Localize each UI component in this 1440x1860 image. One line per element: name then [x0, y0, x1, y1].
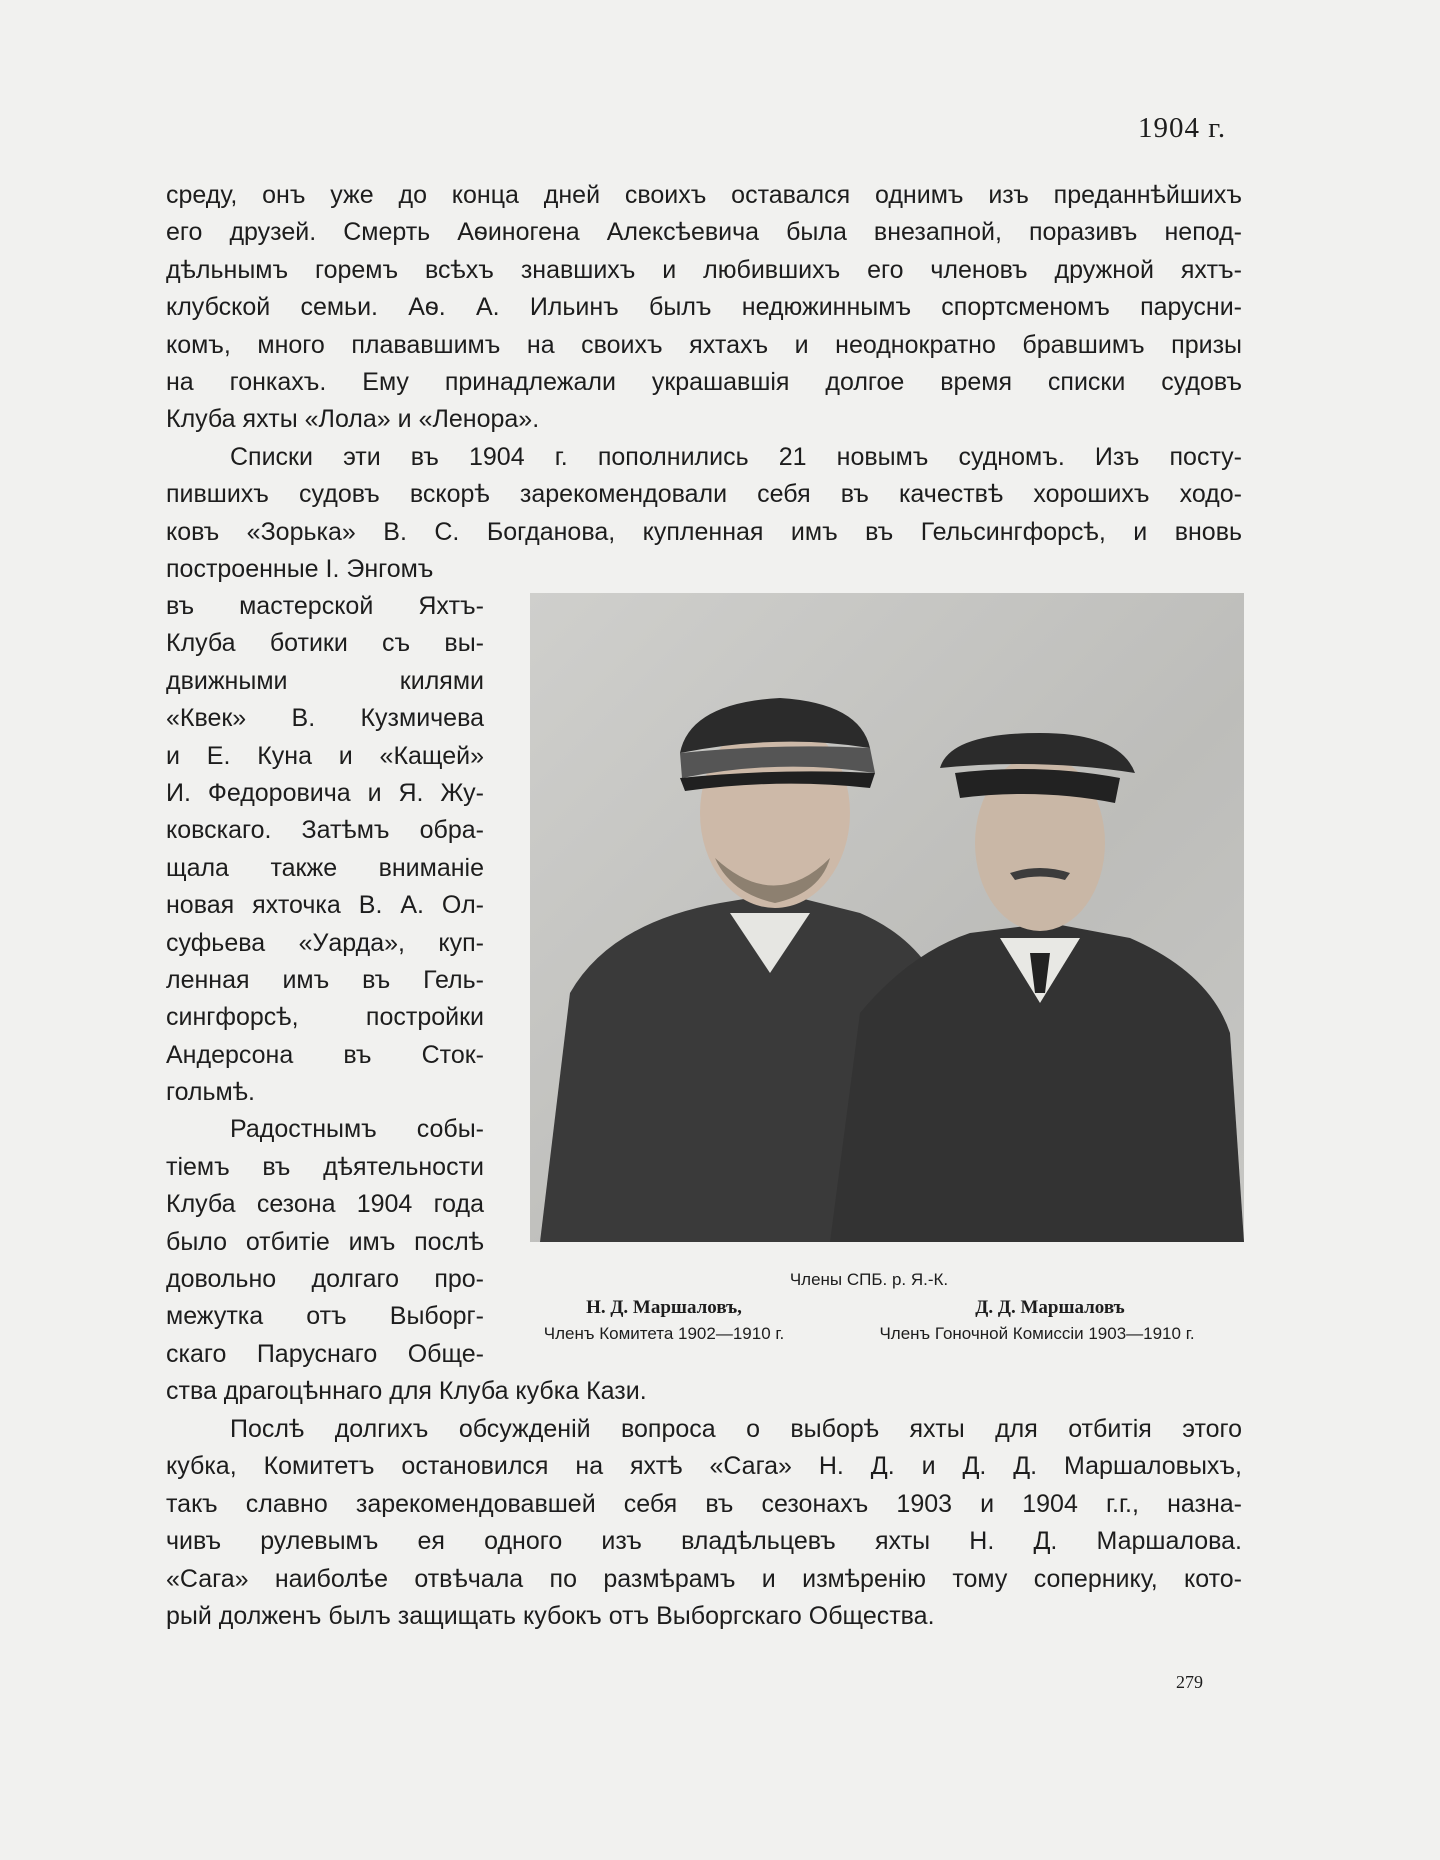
caption-left-name: Н. Д. Маршаловъ, — [586, 1297, 742, 1318]
caption-right-role: Членъ Гоночной Комиссіи 1903—1910 г. — [879, 1324, 1195, 1343]
text-line: тіемъ въ дѣятельности — [166, 1152, 484, 1181]
text-line: дѣльнымъ горемъ всѣхъ знавшихъ и любившихъ его членовъ дружной яхтъ- — [166, 255, 1242, 284]
text-line: ства драгоцѣннаго для Клуба кубка Кази. — [166, 1377, 647, 1406]
text-line: скаго Паруснаго Обще- — [166, 1339, 484, 1368]
bottom-text-block — [166, 1411, 1242, 1635]
text-line: Клуба яхты «Лола» и «Ленора». — [166, 405, 540, 434]
text-line: ковскаго. Затѣмъ обра- — [166, 816, 484, 845]
text-line: въ мастерской Яхтъ- — [166, 592, 484, 620]
text-line: гольмѣ. — [166, 1078, 255, 1107]
text-line: сингфорсѣ, постройки — [166, 1003, 484, 1032]
text-line: среду, онъ уже до конца дней своихъ оставался однимъ изъ преданнѣйшихъ — [166, 181, 1242, 209]
text-line: рый долженъ былъ защищать кубокъ отъ Выборгскаго Общества. — [166, 1601, 935, 1630]
text-line: Списки эти въ 1904 г. пополнились 21 новымъ судномъ. Изъ посту- — [230, 442, 1242, 471]
text-line: Клуба ботики съ вы- — [166, 629, 484, 658]
text-line: клубской семьи. Аѳ. А. Ильинъ былъ недюжиннымъ спортсменомъ парусни- — [166, 293, 1242, 322]
text-line: Андерсона въ Сток- — [166, 1040, 484, 1069]
text-line: И. Федоровича и Я. Жу- — [166, 778, 484, 807]
text-line: довольно долгаго про- — [166, 1265, 484, 1294]
page-number: 279 — [1176, 1672, 1203, 1692]
text-line: Послѣ долгихъ обсужденій вопроса о выборѣ яхты для отбитія этого — [230, 1415, 1242, 1443]
text-line: пившихъ судовъ вскорѣ зарекомендовали себя въ качествѣ хорошихъ ходо- — [166, 480, 1242, 509]
text-line: движными килями — [166, 666, 484, 695]
text-line: Клуба сезона 1904 года — [166, 1190, 484, 1219]
text-line: межутка отъ Выборг- — [166, 1302, 484, 1331]
text-line: щала также вниманіе — [166, 853, 484, 882]
caption-left-role: Членъ Комитета 1902—1910 г. — [543, 1324, 785, 1343]
text-line: было отбитіе имъ послѣ — [166, 1227, 484, 1256]
two-men-portrait-image — [530, 593, 1244, 1242]
text-line: ковъ «Зорька» В. С. Богданова, купленная имъ въ Гельсингфорсѣ, и вновь — [166, 517, 1242, 546]
text-line: такъ славно зарекомендовавшей себя въ сезонахъ 1903 и 1904 г.г., назна- — [166, 1489, 1242, 1518]
text-line: и Е. Куна и «Кащей» — [166, 741, 484, 770]
text-line: новая яхточка В. А. Ол- — [166, 891, 484, 920]
running-header-year: 1904 г. — [1138, 112, 1227, 144]
text-line: суфьева «Уарда», куп- — [166, 928, 484, 957]
text-line: кубка, Комитетъ остановился на яхтѣ «Сага» Н. Д. и Д. Д. Маршаловыхъ, — [166, 1452, 1242, 1481]
text-line: его друзей. Смерть Аѳиногена Алексѣевича была внезапной, поразивъ непод- — [166, 218, 1242, 247]
text-line: «Квек» В. Кузмичева — [166, 704, 484, 733]
text-line: «Сага» наиболѣе отвѣчала по размѣрамъ и измѣренію тому сопернику, кото- — [166, 1564, 1242, 1593]
portrait-photo — [530, 593, 1244, 1242]
left-column-text — [166, 588, 647, 1411]
text-line: Радостнымъ собы- — [230, 1115, 484, 1144]
text-line: на гонкахъ. Ему принадлежали украшавшія долгое время списки судовъ — [166, 367, 1242, 396]
text-line: ленная имъ въ Гель- — [166, 965, 484, 994]
text-line: построенные I. Энгомъ — [166, 554, 434, 583]
top-text-block — [166, 177, 1242, 588]
caption-title: Члены СПБ. р. Я.-К. — [789, 1270, 949, 1289]
caption-right-name: Д. Д. Маршаловъ — [975, 1297, 1125, 1318]
text-line: комъ, много плававшимъ на своихъ яхтахъ и неоднократно бравшимъ призы — [166, 330, 1242, 359]
text-line: чивъ рулевымъ ея одного изъ владѣльцевъ яхты Н. Д. Маршалова. — [166, 1527, 1242, 1556]
